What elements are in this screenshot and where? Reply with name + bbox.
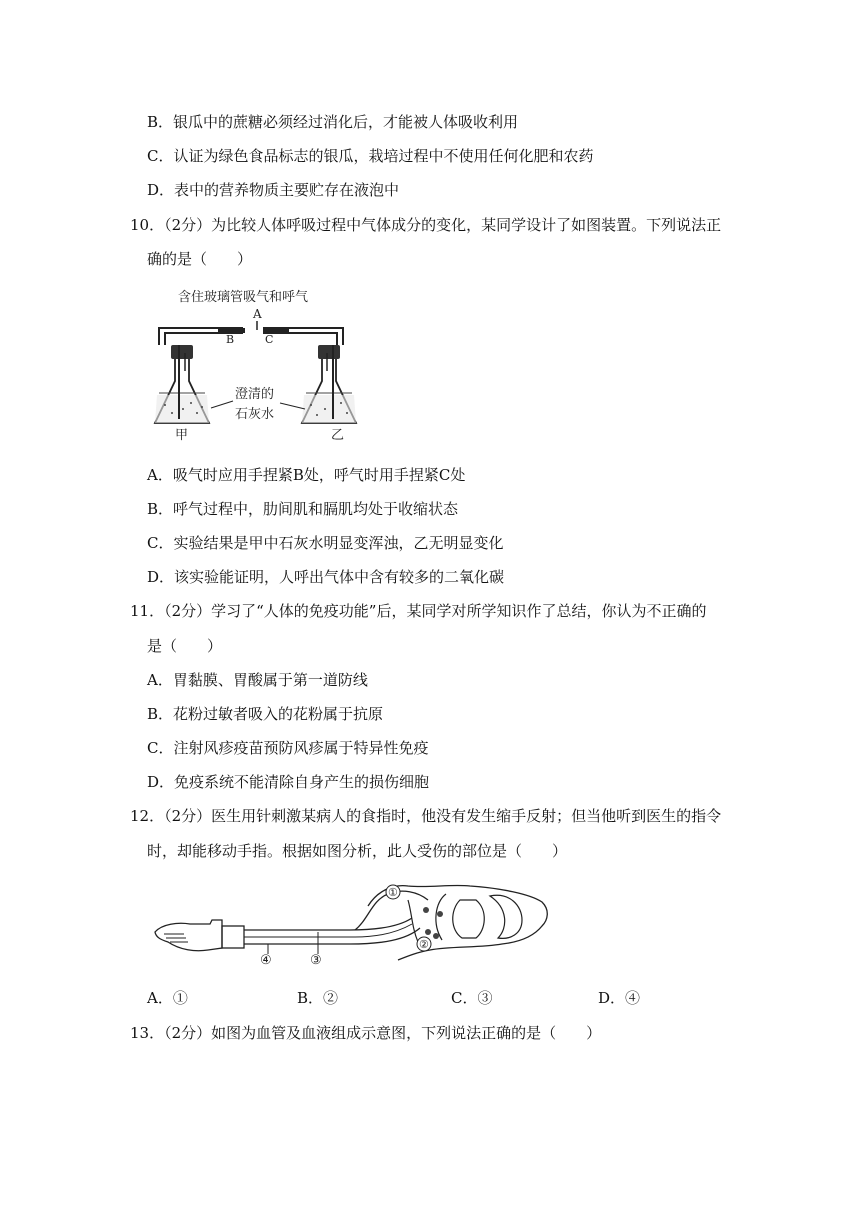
q10-option-d: D．该实验能证明，人呼出气体中含有较多的二氧化碳 (147, 568, 505, 586)
q10-figure-caption: 含住玻璃管吸气和呼气 (178, 290, 309, 305)
q12-marker-3: ③ (310, 953, 322, 968)
q12-marker-1: ① (388, 886, 398, 899)
q12-stem-line2: 时，却能移动手指。根据如图分析，此人受伤的部位是（ ） (147, 842, 568, 860)
q10-flask-left-label: 甲 (175, 428, 189, 443)
q10-stem-line1: 10．（2分）为比较人体呼吸过程中气体成分的变化，某同学设计了如图装置。下列说法正 (130, 216, 722, 234)
q10-option-c: C．实验结果是甲中石灰水明显变浑浊，乙无明显变化 (147, 534, 504, 552)
q11-option-c: C．注射风疹疫苗预防风疹属于特异性免疫 (147, 739, 429, 757)
q10-label-c: C (265, 333, 274, 346)
q9-option-d: D．表中的营养物质主要贮存在液泡中 (147, 181, 400, 199)
q12-reflex-pathway-figure (150, 880, 555, 970)
q10-label-b: B (226, 333, 235, 346)
q12-marker-4: ④ (260, 953, 272, 968)
q11-stem-line2: 是（ ） (147, 637, 223, 655)
q11-option-a: A．胃黏膜、胃酸属于第一道防线 (147, 671, 368, 689)
q12-stem-line1: 12．（2分）医生用针刺激某病人的食指时，他没有发生缩手反射；但当他听到医生的指令 (130, 807, 722, 825)
q9-option-c: C．认证为绿色食品标志的银瓜，栽培过程中不使用任何化肥和农药 (147, 147, 594, 165)
q10-option-b: B．呼气过程中，肋间肌和膈肌均处于收缩状态 (147, 500, 459, 518)
q10-label-a: A (253, 307, 262, 321)
q10-limewater-label-2: 石灰水 (235, 407, 275, 422)
q10-option-a: A．吸气时应用手捏紧B处，呼气时用手捏紧C处 (147, 466, 466, 484)
q12-option-a: A．① (147, 989, 188, 1007)
q10-flask-right-label: 乙 (331, 428, 345, 443)
q13-stem-line1: 13．（2分）如图为血管及血液组成示意图，下列说法正确的是（ ） (130, 1024, 602, 1042)
q12-option-c: C．③ (451, 989, 493, 1007)
q11-option-d: D．免疫系统不能清除自身产生的损伤细胞 (147, 773, 430, 791)
q12-option-b: B．② (297, 989, 339, 1007)
q11-stem-line1: 11．（2分）学习了“人体的免疫功能”后，某同学对所学知识作了总结，你认为不正确的 (130, 602, 707, 620)
q9-option-b: B．银瓜中的蔗糖必须经过消化后，才能被人体吸收利用 (147, 113, 519, 131)
q12-marker-2: ② (419, 938, 429, 951)
q10-limewater-label-1: 澄清的 (235, 387, 275, 402)
q10-breathing-apparatus-figure (145, 283, 360, 443)
q10-stem-line2: 确的是（ ） (147, 250, 253, 268)
q12-option-d: D．④ (598, 989, 641, 1007)
q11-option-b: B．花粉过敏者吸入的花粉属于抗原 (147, 705, 384, 723)
